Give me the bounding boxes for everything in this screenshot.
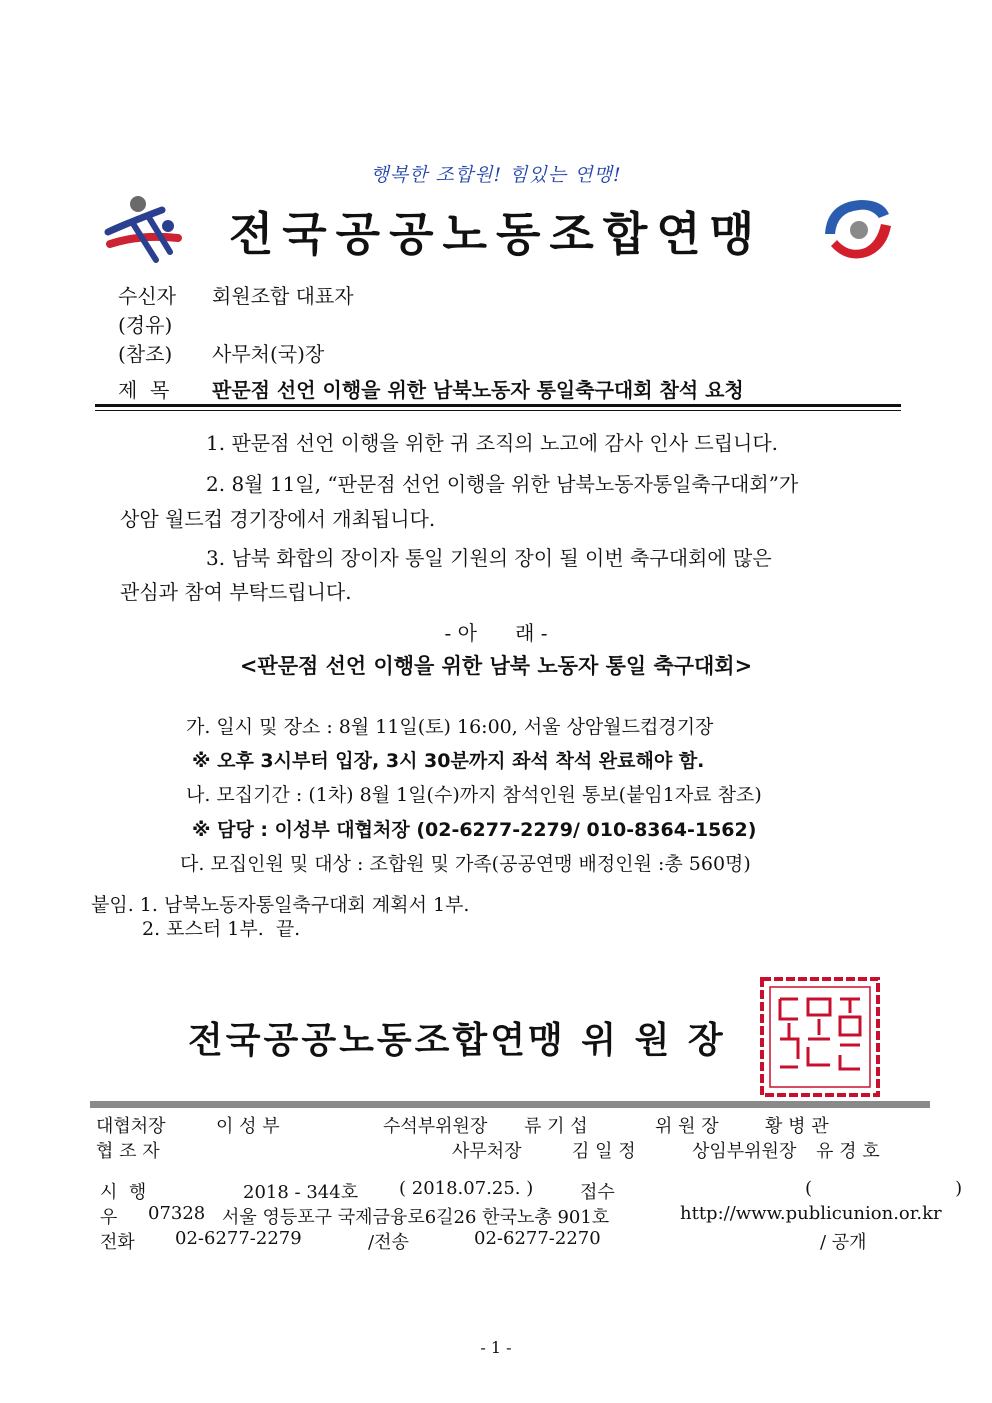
document-date: ( 2018.07.25. ) [399, 1178, 534, 1199]
footer-divider [90, 1101, 930, 1108]
attachment-2: 2. 포스터 1부. 끝. [142, 918, 301, 940]
fax-label: /전송 [368, 1232, 409, 1253]
fax-number: 02-6277-2270 [474, 1228, 601, 1249]
header-divider-thick [95, 404, 901, 407]
note-b-contact: ※ 담당 : 이성부 대협처장 (02-6277-2279/ 010-8364-1562) [192, 819, 757, 841]
standing-vp-name: 유 경 호 [816, 1141, 880, 1162]
paragraph-1: 1. 판문점 선언 이행을 위한 귀 조직의 노고에 감사 인사 드립니다. [206, 431, 779, 455]
slogan: 행복한 조합원! 힘있는 연맹! [370, 164, 622, 186]
ref-label: (참조) [118, 342, 173, 366]
receipt-value: ( ) [805, 1178, 963, 1199]
receipt-label: 접수 [580, 1182, 615, 1203]
drafter-name: 이 성 부 [216, 1116, 280, 1137]
disclosure-status: / 공개 [820, 1232, 867, 1253]
drafter-title: 대협처장 [96, 1116, 166, 1137]
paragraph-3-line-1: 3. 남북 화합의 장이자 통일 기원의 장이 될 이번 축구대회에 많은 [206, 546, 772, 570]
attachment-1: 붙임. 1. 남북노동자통일축구대회 계획서 1부. [91, 894, 470, 916]
paragraph-2-line-1: 2. 8월 11일, “판문점 선언 이행을 위한 남북노동자통일축구대회”가 [206, 472, 799, 496]
execution-label: 시 행 [100, 1182, 147, 1203]
tel-label: 전화 [100, 1232, 135, 1253]
union-logo-right [817, 194, 897, 266]
via-label: (경유) [118, 313, 173, 337]
subject-label: 제 목 [118, 378, 170, 402]
header-divider-thin [95, 410, 901, 411]
secretary-title: 사무처장 [452, 1141, 522, 1162]
item-a-datetime-venue: 가. 일시 및 장소 : 8월 11일(토) 16:00, 서울 상암월드컵경기장 [186, 716, 714, 738]
subject-value: 판문점 선언 이행을 위한 남북노동자 통일축구대회 참석 요청 [212, 378, 744, 402]
standing-vp-title: 상임부위원장 [692, 1141, 797, 1162]
address: 서울 영등포구 국제금융로6길26 한국노총 901호 [222, 1207, 610, 1228]
below-mark: - 아 래 - [444, 621, 548, 645]
item-b-recruit-period: 나. 모집기간 : (1차) 8월 1일(수)까지 참석인원 통보(붙임1자료 참조) [186, 784, 762, 806]
chair-title: 위 원 장 [655, 1116, 719, 1137]
official-seal-stamp [758, 975, 882, 1099]
document-number: 2018 - 344호 [243, 1182, 359, 1203]
signature-line: 전국공공노동조합연맹 위 원 장 [188, 1020, 726, 1061]
tel-number: 02-6277-2279 [175, 1228, 302, 1249]
recipient-label: 수신자 [118, 284, 176, 308]
ref-value: 사무처(국)장 [212, 342, 325, 366]
logo-center-circle [850, 221, 868, 239]
cooperator-label: 협 조 자 [96, 1141, 160, 1162]
page-number: - 1 - [480, 1338, 512, 1357]
recipient-value: 회원조합 대표자 [212, 284, 354, 308]
chief-vp-name: 류 기 섭 [524, 1116, 588, 1137]
postcode-label: 우 [100, 1207, 118, 1228]
paragraph-2-line-2: 상암 월드컵 경기장에서 개최됩니다. [120, 507, 436, 531]
website-link[interactable]: http://www.publicunion.or.kr [680, 1203, 942, 1224]
org-title: 전국공공노동조합연맹 [228, 207, 764, 261]
postcode: 07328 [148, 1203, 206, 1224]
event-title: <판문점 선언 이행을 위한 남북 노동자 통일 축구대회> [239, 653, 753, 678]
paragraph-3-line-2: 관심과 참여 부탁드립니다. [120, 580, 352, 604]
item-c-recruit-target: 다. 모집인원 및 대상 : 조합원 및 가족(공공연맹 배정인원 :총 560명) [180, 853, 751, 875]
chief-vp-title: 수석부위원장 [383, 1116, 488, 1137]
chair-name: 황 병 관 [765, 1116, 829, 1137]
secretary-name: 김 일 정 [572, 1141, 636, 1162]
note-a-entry-time: ※ 오후 3시부터 입장, 3시 30분까지 좌석 착석 완료해야 함. [192, 750, 705, 772]
